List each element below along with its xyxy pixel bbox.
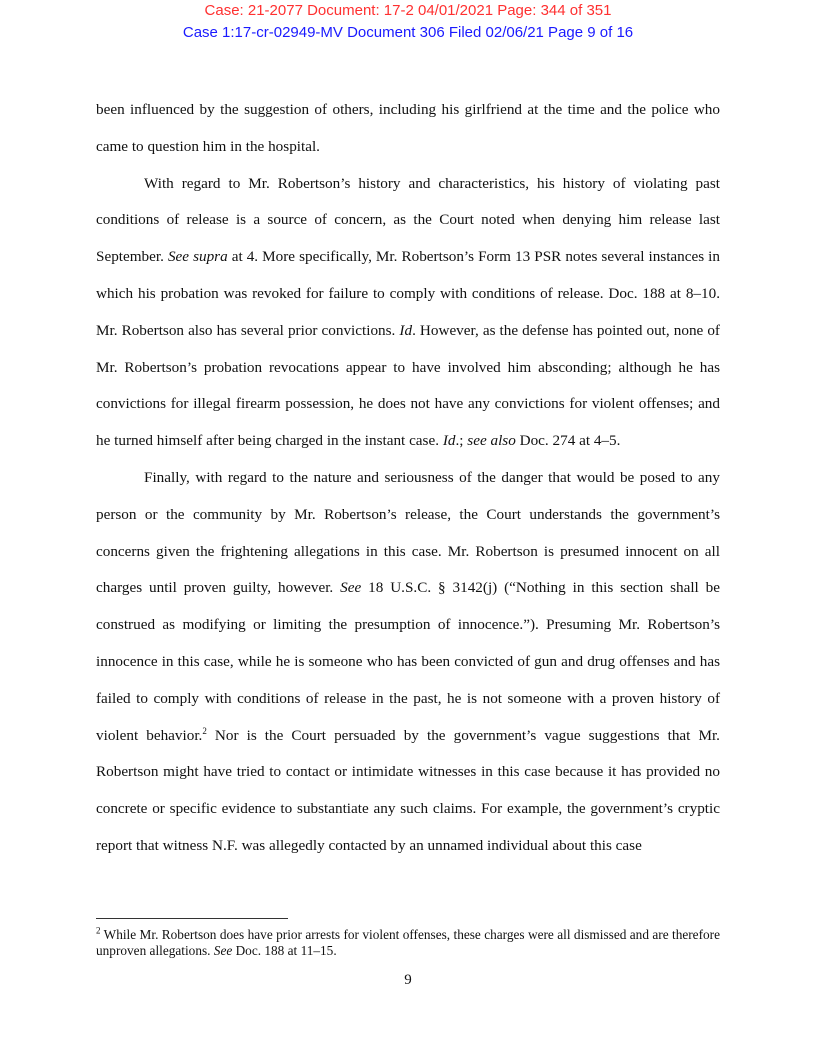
paragraph bbox=[96, 460, 720, 865]
footnote bbox=[96, 927, 720, 959]
text: Doc. 274 at 4–5. bbox=[515, 432, 621, 450]
text: .; bbox=[455, 432, 468, 450]
page-number: 9 bbox=[404, 972, 412, 988]
text: at 4. More specifically, Mr. Robertson’s Form 13 PSR notes several instances in which his probation was revoked for failure to comply with conditions of release. Doc. 188 at 8–10. Mr. Robertson also has several prior convictions. bbox=[96, 248, 720, 339]
footnote-reference[interactable]: 2 bbox=[202, 725, 207, 736]
footnote-divider bbox=[96, 918, 288, 919]
text: Doc. 188 at 11–15. bbox=[232, 943, 337, 958]
footnote-mark: 2 bbox=[96, 925, 101, 936]
text: With regard to Mr. Robertson’s history and characteristics, his history of violating past conditions of release is a source of concern, as the Court noted when denying him release last September. bbox=[96, 174, 720, 266]
paragraph bbox=[96, 166, 720, 460]
text: Nor is the Court persuaded by the government’s vague suggestions that Mr. Robertson might have tried to contact or intimidate witnesses in this case because it has provided no concrete or specific evidence to substantiate any such claims. For example, the government’s cryptic report that witness N.F. was allegedly contacted by an unnamed individual about this case bbox=[96, 726, 720, 854]
citation-signal: See bbox=[340, 579, 362, 597]
text: Finally, with regard to the nature and seriousness of the danger that would be posed to any person or the community by Mr. Robertson’s release, the Court understands the government’s concerns given the frightening allegations in this case. Mr. Robertson is presumed innocent on all charges until proven guilty, however. bbox=[96, 468, 720, 597]
text: While Mr. Robertson does have prior arrests for violent offenses, these charges were all dismissed and are therefore unproven allegations. bbox=[96, 927, 720, 958]
text: 18 U.S.C. § 3142(j) (“Nothing in this section shall be construed as modifying or limiting the presumption of innocence.”). Presuming Mr. Robertson’s innocence in this case, while he is someone who has been convicted of gun and drug offenses and has failed to comply with conditions of release in the past, he is not someone with a proven history of violent behavior. bbox=[96, 579, 720, 744]
citation-signal: see also bbox=[467, 432, 516, 450]
appellate-stamp: Case: 21-2077 Document: 17-2 04/01/2021 Page: 344 of 351 bbox=[204, 2, 612, 19]
case-header-stamp: Case 1:17-cr-02949-MV Document 306 Filed 02/06/21 Page 9 of 16 bbox=[182, 24, 634, 41]
text: been influenced by the suggestion of others, including his girlfriend at the time and the police who came to question him in the hospital. bbox=[96, 101, 720, 155]
citation-signal: See supra bbox=[167, 248, 228, 266]
paragraph bbox=[96, 92, 720, 166]
citation-signal: Id bbox=[399, 321, 413, 339]
document-body bbox=[96, 92, 720, 865]
citation-signal: See bbox=[213, 943, 233, 958]
text: . However, as the defense has pointed out, none of Mr. Robertson’s probation revocations appear to have involved him absconding; although he has convictions for illegal firearm possession, he does not have any convictions for violent offenses; and he turned himself after being charged in the instant case. bbox=[96, 321, 720, 450]
citation-signal: Id bbox=[442, 432, 456, 450]
